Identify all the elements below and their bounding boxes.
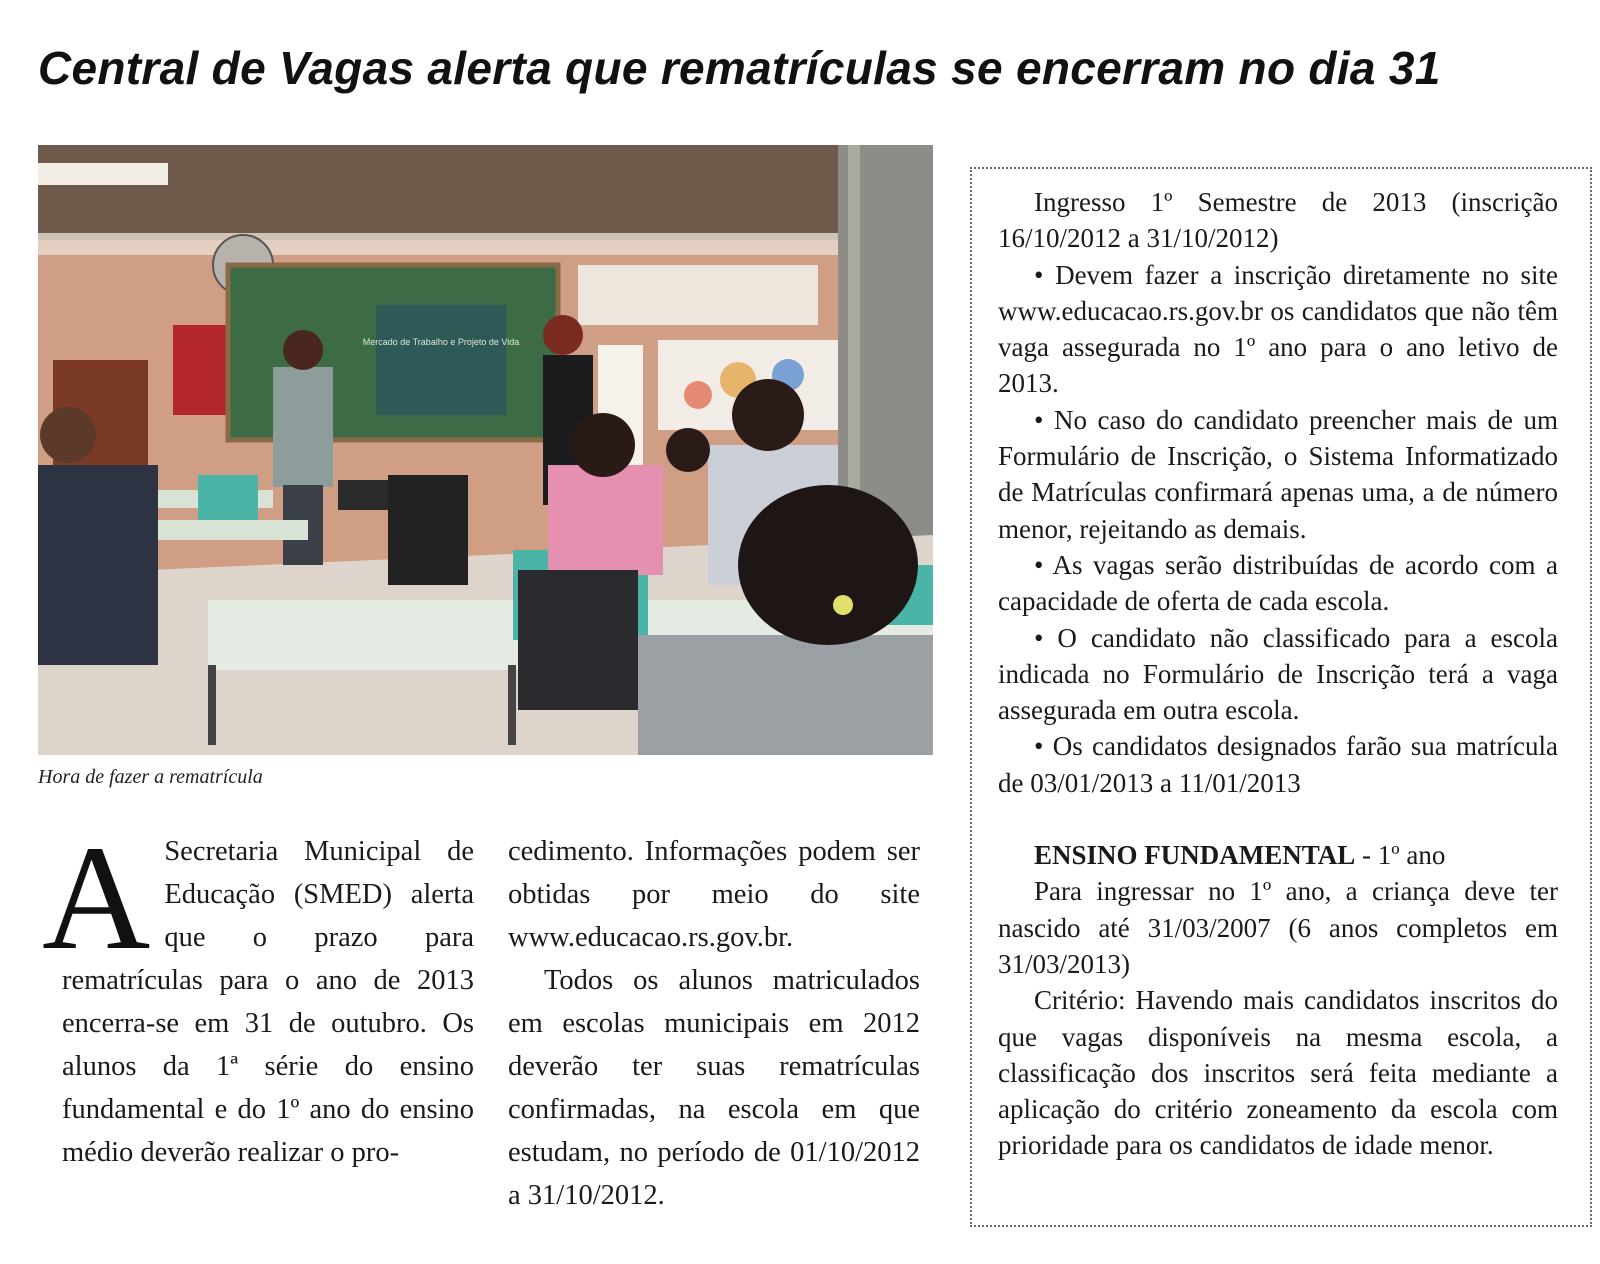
sidebar-bullet: • No caso do candidato preencher mais de um Formulário de Inscrição, o Sistema Informatizado de Matrículas confirmará apenas uma, a de número menor, rejeitando as demais. bbox=[998, 404, 1558, 544]
sidebar-bullet: • Os candidatos designados farão sua matrícula de 03/01/2013 a 11/01/2013 bbox=[998, 731, 1558, 798]
article-paragraph-1: Secretaria Municipal de Educação (SMED) alerta que o prazo para rematrículas para o ano de 2013 encerra-se em 31 de outubro. Os alunos da 1ª série do ensino fundamental e do 1º ano do ensino médio deverão realizar o pro- bbox=[62, 836, 474, 1168]
article-paragraph-3: Todos os alunos matriculados em escolas municipais em 2012 deverão ter suas rematrículas confirmadas, na escola em que estudam, no período de 01/10/2012 a 31/10/2012. bbox=[508, 965, 920, 1211]
sidebar-intro: Ingresso 1º Semestre de 2013 (inscrição 16/10/2012 a 31/10/2012) bbox=[998, 187, 1558, 254]
sidebar-section-paragraph-1: Para ingressar no 1º ano, a criança deve ter nascido até 31/03/2007 (6 anos completos em 31/03/2013) bbox=[998, 876, 1558, 979]
section-title: ENSINO FUNDAMENTAL bbox=[1034, 840, 1356, 871]
sidebar-section-paragraph-2: Critério: Havendo mais candidatos inscritos do que vagas disponíveis na mesma escola, a classificação dos inscritos será feita mediante a aplicação do critério zoneamento da escola com prioridade para os candidatos de idade menor. bbox=[998, 985, 1558, 1161]
sidebar-bullet: • O candidato não classificado para a escola indicada no Formulário de Inscrição terá a vaga assegurada em outra escola. bbox=[998, 622, 1558, 726]
drop-cap: A bbox=[42, 815, 151, 981]
sidebar-bullet: • Devem fazer a inscrição diretamente no site www.educacao.rs.gov.br os candidatos que não têm vaga assegurada no 1º ano para o ano letivo de 2013. bbox=[998, 259, 1558, 399]
sidebar-content bbox=[998, 184, 1558, 1164]
classroom-photo bbox=[38, 145, 933, 755]
article-paragraph-2: cedimento. Informações podem ser obtidas por meio do site www.educacao.rs.gov.br. bbox=[508, 836, 920, 953]
photo-caption: Hora de fazer a rematrícula bbox=[38, 766, 263, 788]
headline: Central de Vagas alerta que rematrículas se encerram no dia 31 bbox=[38, 42, 1441, 94]
sidebar-bullet: • As vagas serão distribuídas de acordo com a capacidade de oferta de cada escola. bbox=[998, 549, 1558, 617]
article-column-1 bbox=[42, 815, 474, 1174]
board-projection-text: Mercado de Trabalho e Projeto de Vida bbox=[362, 337, 520, 347]
sidebar-section-heading bbox=[998, 837, 1558, 873]
section-title-suffix: - 1º ano bbox=[1355, 840, 1446, 871]
article-column-2 bbox=[508, 830, 920, 1217]
